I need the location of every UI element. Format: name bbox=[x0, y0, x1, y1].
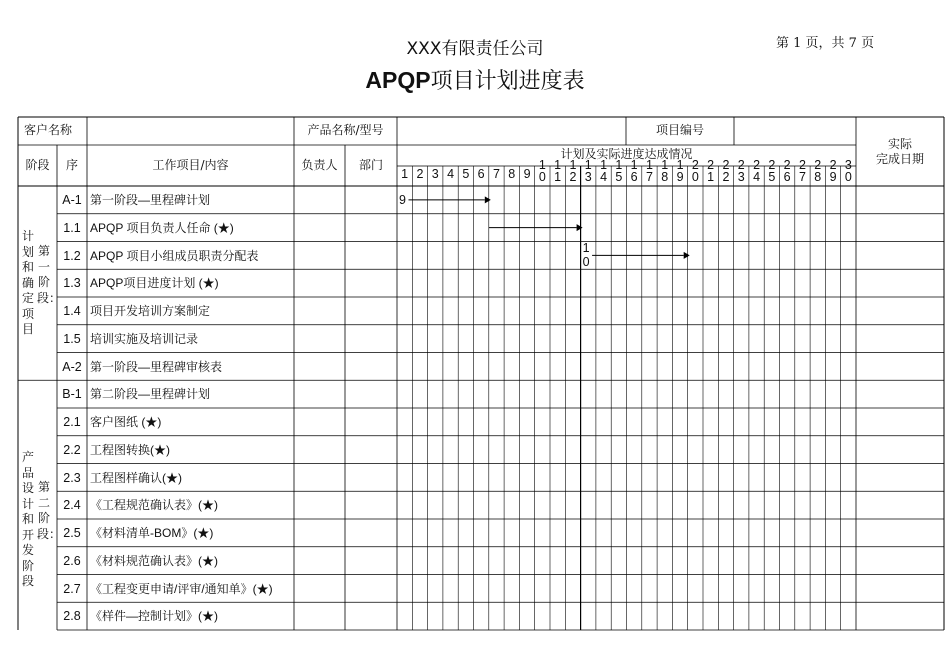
col-work-header: 工作项目/内容 bbox=[152, 158, 229, 172]
row-seq: 2.2 bbox=[63, 442, 81, 457]
gantt-marker-tens: 1 bbox=[582, 241, 590, 256]
col-stage-header: 阶段 bbox=[25, 158, 50, 172]
row-work-item: 《工程变更申请/评审/通知单》(★) bbox=[90, 581, 273, 596]
day-number: 2 bbox=[416, 167, 424, 181]
row-seq: 2.4 bbox=[63, 498, 81, 513]
row-work-item: 第一阶段—里程碑审核表 bbox=[90, 359, 223, 374]
day-number-tens: 1 bbox=[630, 158, 638, 172]
row-work-item: APQP 项目小组成员职责分配表 bbox=[90, 248, 259, 263]
day-number-tens: 2 bbox=[722, 158, 730, 172]
row-seq: B-1 bbox=[62, 387, 82, 402]
gantt-arrow-head bbox=[485, 196, 491, 203]
row-work-item: 项目开发培训方案制定 bbox=[90, 304, 211, 318]
col-seq-header: 序 bbox=[65, 158, 78, 172]
day-number: 8 bbox=[508, 167, 516, 181]
actual-date-label-2: 完成日期 bbox=[875, 152, 924, 166]
day-number-ones: 0 bbox=[538, 170, 546, 184]
company-name: XXX有限责任公司 bbox=[406, 39, 544, 59]
day-number-ones: 1 bbox=[707, 170, 715, 184]
day-number-tens: 2 bbox=[814, 158, 822, 172]
day-number: 3 bbox=[431, 167, 439, 181]
row-seq: 2.3 bbox=[63, 470, 81, 485]
day-number-tens: 2 bbox=[783, 158, 791, 172]
day-number-tens: 2 bbox=[707, 158, 715, 172]
day-number-tens: 2 bbox=[798, 158, 806, 172]
day-number-ones: 7 bbox=[798, 170, 806, 184]
day-number-tens: 1 bbox=[615, 158, 623, 172]
stage-2-title: 第二阶段： bbox=[37, 480, 62, 541]
row-work-item: 《材料规范确认表》(★) bbox=[90, 553, 218, 568]
page-title bbox=[0, 64, 950, 95]
title-latin: APQP bbox=[365, 67, 431, 93]
day-number-ones: 2 bbox=[722, 170, 730, 184]
gantt-marker-ones: 0 bbox=[582, 255, 590, 270]
day-number-tens: 2 bbox=[768, 158, 776, 172]
day-number-ones: 8 bbox=[814, 170, 822, 184]
row-work-item: 《工程规范确认表》(★) bbox=[90, 498, 218, 513]
day-number: 5 bbox=[462, 167, 470, 181]
day-number-ones: 8 bbox=[661, 170, 669, 184]
day-number-ones: 0 bbox=[844, 170, 852, 184]
row-seq: 1.5 bbox=[63, 331, 81, 346]
row-seq: A-2 bbox=[62, 359, 82, 374]
day-number: 1 bbox=[401, 167, 409, 181]
day-number-ones: 6 bbox=[630, 170, 638, 184]
col-owner-header: 负责人 bbox=[301, 158, 338, 172]
row-work-item: 培训实施及培训记录 bbox=[90, 331, 199, 346]
day-number-ones: 6 bbox=[783, 170, 791, 184]
product-name-label: 产品名称/型号 bbox=[307, 123, 384, 137]
row-seq: 1.4 bbox=[63, 304, 81, 318]
day-number-tens: 1 bbox=[676, 158, 684, 172]
row-seq: 2.6 bbox=[63, 553, 81, 568]
row-seq: 2.5 bbox=[63, 526, 81, 540]
project-no-label: 项目编号 bbox=[655, 123, 704, 137]
row-seq: 2.7 bbox=[63, 581, 81, 596]
day-number: 7 bbox=[492, 167, 500, 181]
day-number-tens: 2 bbox=[691, 158, 699, 172]
row-seq: 1.1 bbox=[63, 220, 81, 235]
day-number-tens: 1 bbox=[661, 158, 669, 172]
page-info: 第 1 页，共 7 页 bbox=[776, 36, 875, 51]
day-number-ones: 7 bbox=[645, 170, 653, 184]
day-number-ones: 2 bbox=[569, 170, 577, 184]
row-seq: 1.2 bbox=[63, 248, 81, 263]
day-number: 4 bbox=[447, 167, 455, 181]
gantt-arrow-head bbox=[684, 252, 690, 259]
stage-2-name: 产品设计和开发阶段 bbox=[21, 450, 34, 588]
day-number-ones: 3 bbox=[584, 170, 592, 184]
day-number-tens: 1 bbox=[569, 158, 577, 172]
day-number-tens: 1 bbox=[600, 158, 608, 172]
day-number-tens: 1 bbox=[584, 158, 592, 172]
day-number-tens: 2 bbox=[753, 158, 761, 172]
day-number-tens: 1 bbox=[538, 158, 546, 172]
day-number-ones: 4 bbox=[753, 170, 761, 184]
gantt-arrow-head bbox=[577, 224, 583, 231]
row-work-item: 工程图转换(★) bbox=[90, 442, 170, 457]
day-number-ones: 0 bbox=[691, 170, 699, 184]
row-work-item: APQP 项目负责人任命 (★) bbox=[90, 220, 234, 235]
col-progress-header: 计划及实际进度达成情况 bbox=[560, 147, 693, 161]
row-work-item: 工程图样确认(★) bbox=[90, 470, 182, 485]
day-number-tens: 2 bbox=[737, 158, 745, 172]
day-number-ones: 1 bbox=[554, 170, 562, 184]
title-rest: 项目计划进度表 bbox=[430, 69, 585, 94]
row-work-item: 第二阶段—里程碑计划 bbox=[90, 387, 211, 402]
day-number-tens: 1 bbox=[554, 158, 562, 172]
day-number-ones: 4 bbox=[600, 170, 608, 184]
row-work-item: 第一阶段—里程碑计划 bbox=[90, 193, 211, 207]
row-work-item: 《样件—控制计划》(★) bbox=[90, 609, 218, 624]
day-number: 6 bbox=[477, 167, 485, 181]
row-seq: A-1 bbox=[62, 193, 82, 207]
stage-1-title: 第一阶段： bbox=[37, 244, 62, 305]
day-number-tens: 2 bbox=[829, 158, 837, 172]
day-number-ones: 9 bbox=[676, 170, 684, 184]
day-number-ones: 5 bbox=[615, 170, 623, 184]
day-number-ones: 5 bbox=[768, 170, 776, 184]
row-seq: 1.3 bbox=[63, 276, 81, 291]
customer-name-label: 客户名称 bbox=[24, 123, 73, 137]
row-work-item: APQP项目进度计划 (★) bbox=[90, 276, 219, 291]
row-seq: 2.1 bbox=[63, 415, 81, 429]
gantt-marker: 9 bbox=[399, 192, 406, 207]
col-dept-header: 部门 bbox=[358, 158, 383, 172]
day-number: 9 bbox=[523, 167, 531, 181]
day-number-tens: 1 bbox=[645, 158, 653, 172]
row-seq: 2.8 bbox=[63, 609, 81, 624]
row-work-item: 《材料清单-BOM》(★) bbox=[90, 526, 214, 540]
day-number-tens: 3 bbox=[844, 158, 852, 172]
day-number-ones: 9 bbox=[829, 170, 837, 184]
stage-1-name: 计划和确定项目 bbox=[21, 229, 34, 336]
actual-date-label-1: 实际 bbox=[887, 137, 912, 151]
day-number-ones: 3 bbox=[737, 170, 745, 184]
row-work-item: 客户图纸 (★) bbox=[90, 415, 162, 429]
